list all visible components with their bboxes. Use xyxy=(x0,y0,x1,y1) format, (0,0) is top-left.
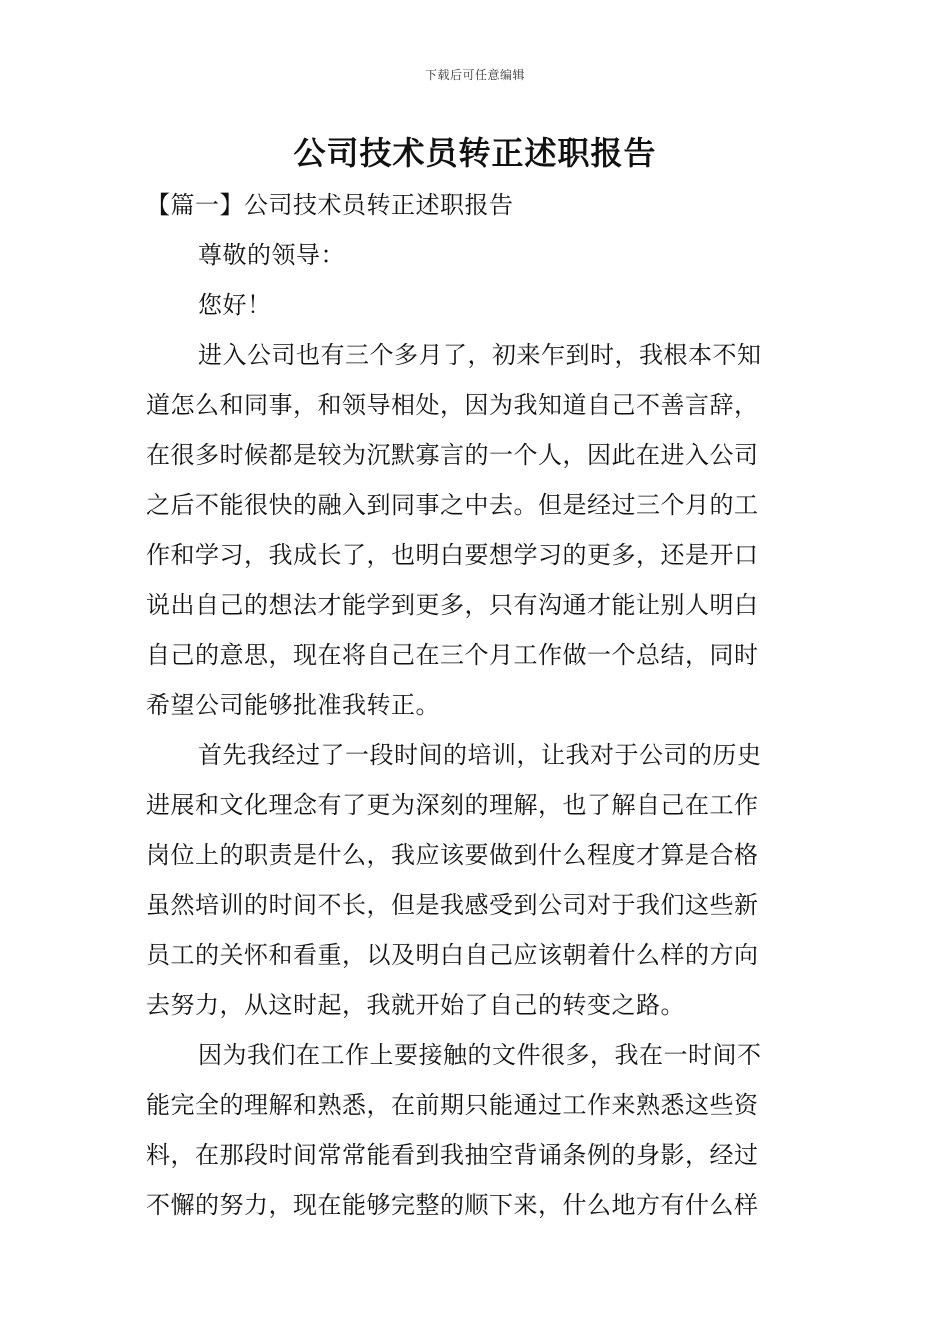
salutation: 尊敬的领导： xyxy=(198,241,345,269)
document-title: 公司技术员转正述职报告 xyxy=(293,134,657,172)
paragraph-line: 之后不能很快的融入到同事之中去。但是经过三个月的工 xyxy=(146,491,759,519)
paragraph-1 xyxy=(146,330,806,730)
paragraph-line: 首先我经过了一段时间的培训，让我对于公司的历史 xyxy=(198,741,762,769)
document-body xyxy=(146,180,806,1230)
paragraph-line: 虽然培训的时间不长，但是我感受到公司对于我们这些新 xyxy=(146,891,759,919)
paragraph-line: 说出自己的想法才能学到更多，只有沟通才能让别人明白 xyxy=(146,591,759,619)
header-note: 下载后可任意编辑 xyxy=(424,68,525,82)
paragraph-line: 料，在那段时间常常能看到我抽空背诵条例的身影，经过 xyxy=(146,1141,759,1169)
paragraph-line: 不懈的努力，现在能够完整的顺下来，什么地方有什么样 xyxy=(146,1191,759,1219)
paragraph-line: 在很多时候都是较为沉默寡言的一个人，因此在进入公司 xyxy=(146,441,759,469)
paragraph-line: 员工的关怀和看重，以及明白自己应该朝着什么样的方向 xyxy=(146,941,759,969)
paragraph-line: 去努力，从这时起，我就开始了自己的转变之路。 xyxy=(146,991,685,1019)
paragraph-line: 希望公司能够批准我转正。 xyxy=(146,691,440,719)
paragraph-line: 岗位上的职责是什么，我应该要做到什么程度才算是合格 xyxy=(146,841,759,869)
greeting: 您好！ xyxy=(198,291,272,319)
paragraph-line: 能完全的理解和熟悉，在前期只能通过工作来熟悉这些资 xyxy=(146,1091,759,1119)
section-title: 【篇一】公司技术员转正述职报告 xyxy=(146,191,514,219)
paragraph-line: 作和学习，我成长了，也明白要想学习的更多，还是开口 xyxy=(146,541,759,569)
paragraph-line: 自己的意思，现在将自己在三个月工作做一个总结，同时 xyxy=(146,641,759,669)
paragraph-2 xyxy=(146,730,806,1030)
paragraph-line: 道怎么和同事，和领导相处，因为我知道自己不善言辞， xyxy=(146,391,759,419)
paragraph-line: 因为我们在工作上要接触的文件很多，我在一时间不 xyxy=(198,1041,762,1069)
paragraph-3 xyxy=(146,1030,806,1230)
paragraph-line: 进展和文化理念有了更为深刻的理解，也了解自己在工作 xyxy=(146,791,759,819)
paragraph-line: 进入公司也有三个多月了，初来乍到时，我根本不知 xyxy=(198,341,762,369)
